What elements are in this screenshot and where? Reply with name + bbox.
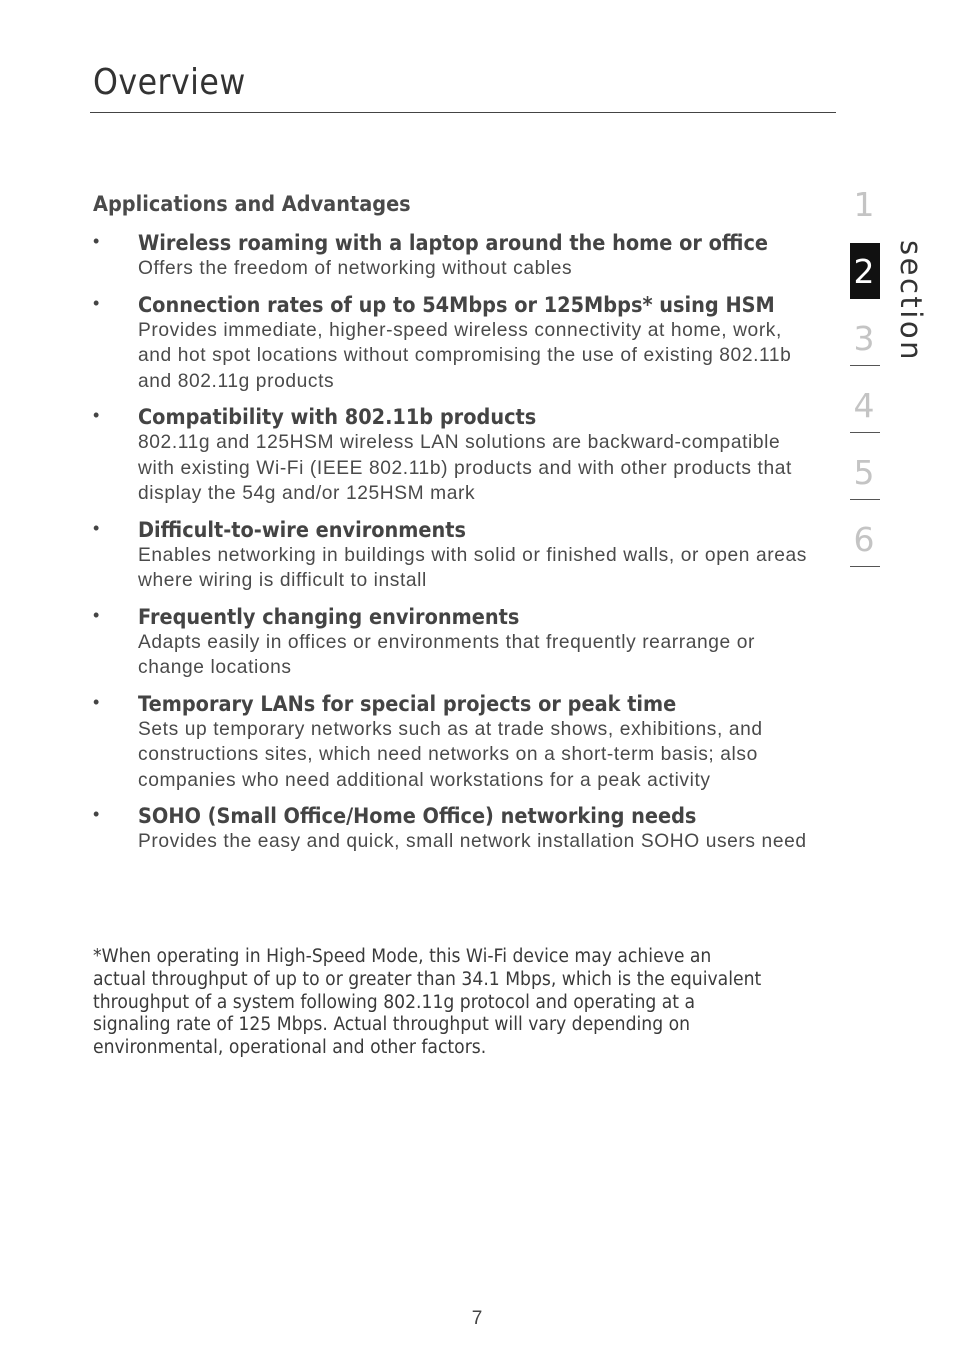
section-tab-4[interactable] (850, 377, 880, 433)
list-item (93, 292, 813, 395)
section-tab-number: 3 (853, 319, 875, 358)
title-divider (90, 112, 836, 113)
bullet-icon: • (93, 231, 100, 251)
section-tab-number: 4 (853, 386, 875, 425)
bullet-icon: • (93, 292, 100, 313)
bullet-icon: • (93, 405, 100, 425)
bullet-icon: • (93, 691, 100, 712)
item-title: Wireless roaming with a laptop around the home or office (138, 231, 769, 255)
list-item (93, 803, 813, 855)
item-title: Connection rates of up to 54Mbps or 125Mbps* using HSM (138, 292, 775, 317)
section-tab-number: 5 (853, 453, 875, 492)
item-description: 802.11g and 125HSM wireless LAN solutions are backward-compatible with existing Wi-Fi (IEEE 802.11b) products and with other products that display the 54g and/or 125HSM mark (138, 432, 792, 504)
advantages-list (93, 230, 813, 855)
item-description: Adapts easily in offices or environments that frequently rearrange or change locations (138, 631, 755, 678)
section-label: section (894, 240, 928, 362)
item-description: Provides the easy and quick, small network installation SOHO users need (138, 831, 807, 852)
section-tab-number: 2 (853, 252, 875, 291)
page-title: Overview (93, 62, 246, 103)
footnote: *When operating in High-Speed Mode, this Wi-Fi device may achieve an actual throughput of up to or greater than 34.1 Mbps, which is the equivalent throughput of a system following 802.11g protocol and operating at a signaling rate of 125 Mbps. Actual throughput will vary depending on environmental, operational and other factors. (93, 946, 762, 1059)
section-tab-5[interactable] (850, 444, 880, 500)
section-heading: Applications and Advantages (93, 192, 411, 216)
list-item (93, 604, 813, 681)
item-title: Temporary LANs for special projects or peak time (138, 691, 677, 716)
page-number: 7 (471, 1308, 483, 1329)
section-nav (850, 176, 880, 578)
section-tab-1[interactable] (850, 176, 880, 232)
list-item (93, 404, 813, 507)
item-title: SOHO (Small Office/Home Office) networking needs (138, 804, 697, 828)
main-content (93, 192, 813, 865)
section-tab-number: 1 (853, 185, 875, 224)
item-title: Frequently changing environments (138, 604, 520, 629)
section-tab-3[interactable] (850, 310, 880, 366)
section-tab-number: 6 (853, 520, 875, 559)
bullet-icon: • (93, 517, 100, 538)
item-description: Sets up temporary networks such as at trade shows, exhibitions, and constructions sites, which need networks on a short-term basis; also companies who need additional workstations for a peak activity (138, 718, 763, 791)
item-description: Provides immediate, higher-speed wireless connectivity at home, work, and hot spot locations without compromising the use of existing 802.11b and 802.11g products (138, 319, 792, 392)
list-item (93, 517, 813, 594)
item-description: Offers the freedom of networking without cables (138, 258, 573, 279)
bullet-icon: • (93, 804, 100, 824)
section-tab-6[interactable] (850, 511, 880, 567)
section-tab-2[interactable] (850, 243, 880, 299)
list-item (93, 691, 813, 794)
item-description: Enables networking in buildings with solid or finished walls, or open areas where wiring is difficult to install (138, 544, 807, 591)
item-title: Difficult-to-wire environments (138, 517, 467, 542)
item-title: Compatibility with 802.11b products (138, 405, 537, 429)
bullet-icon: • (93, 604, 100, 625)
list-item (93, 230, 813, 282)
